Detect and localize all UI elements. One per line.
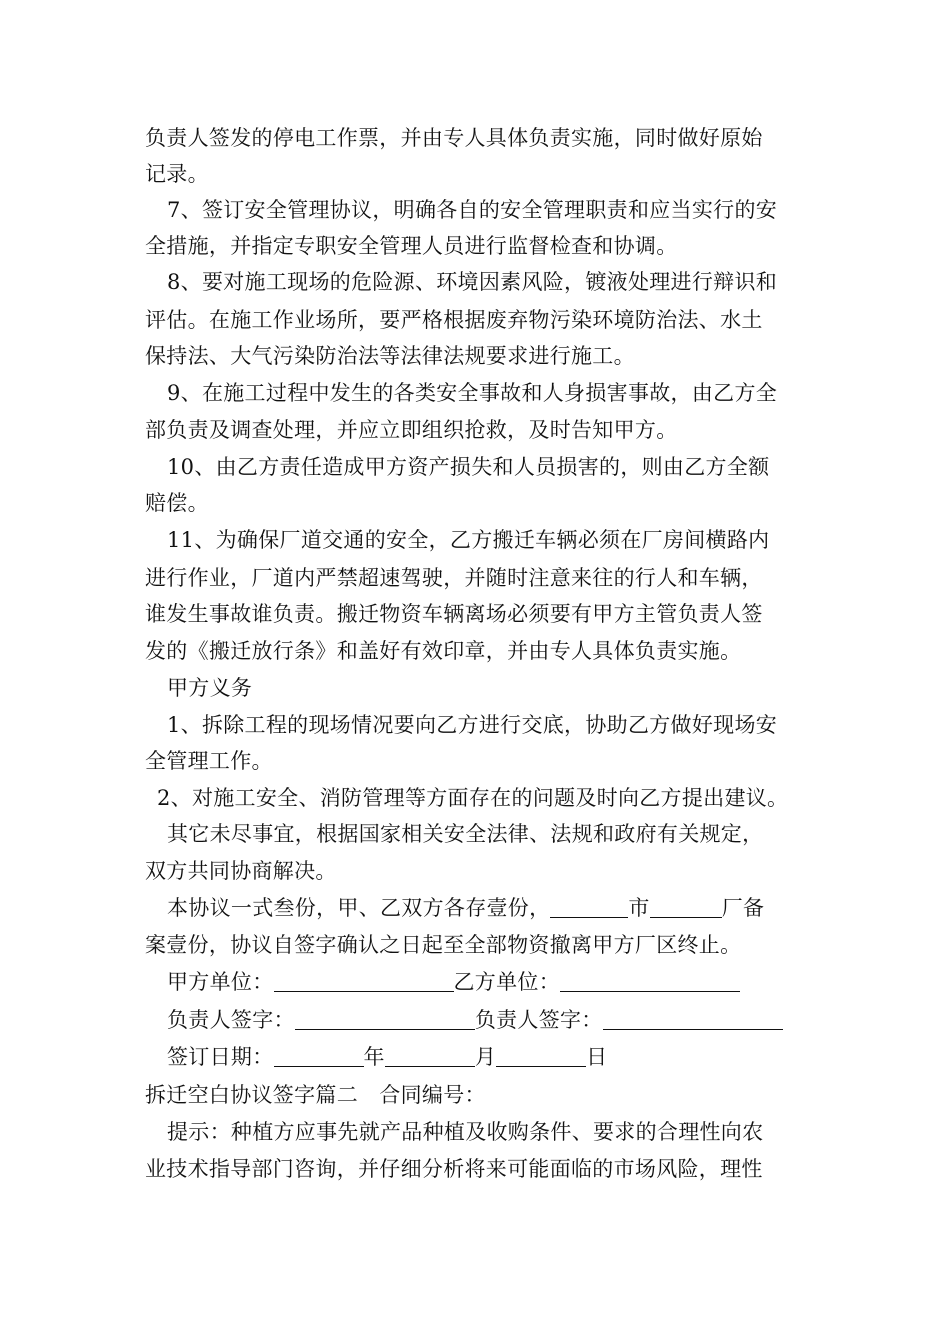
city-label: 市 xyxy=(628,896,650,920)
paragraph-line: 赔偿。 xyxy=(145,491,209,515)
paragraph-line: 记录。 xyxy=(145,162,209,186)
party-b-signature-field[interactable] xyxy=(603,1007,783,1030)
clause-11-line: 11、为确保厂道交通的安全，乙方搬迁车辆必须在厂房间横路内 xyxy=(167,528,770,552)
paragraph-line: 全措施，并指定专职安全管理人员进行监督检查和协调。 xyxy=(145,234,678,258)
paragraph-line: 案壹份，协议自签字确认之日起至全部物资撤离甲方厂区终止。 xyxy=(145,933,742,957)
paragraph-line: 业技术指导部门咨询，并仔细分析将来可能面临的市场风险，理性 xyxy=(145,1157,763,1181)
clause-9-line: 9、在施工过程中发生的各类安全事故和人身损害事故，由乙方全 xyxy=(167,381,778,405)
section-heading: 拆迁空白协议签字篇二 合同编号： xyxy=(145,1083,486,1107)
signing-date-label: 签订日期： xyxy=(167,1045,274,1069)
year-field[interactable] xyxy=(274,1044,364,1067)
day-field[interactable] xyxy=(496,1044,586,1067)
party-a-signature-field[interactable] xyxy=(295,1007,475,1030)
party-b-unit-field[interactable] xyxy=(560,969,740,992)
paragraph-line: 谁发生事故谁负责。搬迁物资车辆离场必须要有甲方主管负责人签 xyxy=(145,602,763,626)
party-a-unit-field[interactable] xyxy=(274,969,454,992)
paragraph-line: 负责人签发的停电工作票，并由专人具体负责实施，同时做好原始 xyxy=(145,126,763,150)
copies-line xyxy=(167,893,764,923)
paragraph-line: 进行作业，厂道内严禁超速驾驶，并随时注意来往的行人和车辆， xyxy=(145,566,763,590)
party-b-signature-label: 负责人签字： xyxy=(474,1008,603,1032)
obligation-2-line: 2、对施工安全、消防管理等方面存在的问题及时向乙方提出建议。 xyxy=(157,786,789,810)
paragraph-line: 双方共同协商解决。 xyxy=(145,859,337,883)
other-matters-line: 其它未尽事宜，根据国家相关安全法律、法规和政府有关规定， xyxy=(167,822,764,846)
party-units-line xyxy=(167,967,740,997)
copies-text: 本协议一式叁份，甲、乙双方各存壹份， xyxy=(167,896,551,920)
clause-7-line: 7、签订安全管理协议，明确各自的安全管理职责和应当实行的安 xyxy=(167,198,778,222)
paragraph-line: 全管理工作。 xyxy=(145,749,273,773)
paragraph-line: 部负责及调查处理，并应立即组织抢救，及时告知甲方。 xyxy=(145,418,678,442)
month-label: 月 xyxy=(474,1045,497,1069)
year-label: 年 xyxy=(363,1045,385,1069)
clause-10-line: 10、由乙方责任造成甲方资产损失和人员损害的，则由乙方全额 xyxy=(167,455,770,479)
party-a-unit-label: 甲方单位： xyxy=(167,970,274,994)
party-a-obligations-heading: 甲方义务 xyxy=(167,676,253,700)
signing-date-line xyxy=(167,1042,607,1072)
obligation-1-line: 1、拆除工程的现场情况要向乙方进行交底，协助乙方做好现场安 xyxy=(167,713,778,737)
tip-line: 提示：种植方应事先就产品种植及收购条件、要求的合理性向农 xyxy=(167,1120,764,1144)
month-field[interactable] xyxy=(385,1044,475,1067)
factory-label: 厂备 xyxy=(721,896,765,920)
day-label: 日 xyxy=(586,1045,608,1069)
paragraph-line: 发的《搬迁放行条》和盖好有效印章，并由专人具体负责实施。 xyxy=(145,639,742,663)
city-blank-field[interactable] xyxy=(550,895,628,918)
party-b-unit-label: 乙方单位： xyxy=(453,970,560,994)
signatures-line xyxy=(167,1005,783,1035)
party-a-signature-label: 负责人签字： xyxy=(167,1008,295,1032)
paragraph-line: 评估。在施工作业场所，要严格根据废弃物污染环境防治法、水土 xyxy=(145,308,763,332)
factory-blank-field[interactable] xyxy=(650,895,722,918)
clause-8-line: 8、要对施工现场的危险源、环境因素风险，镀液处理进行辩识和 xyxy=(167,270,778,294)
paragraph-line: 保持法、大气污染防治法等法律法规要求进行施工。 xyxy=(145,344,635,368)
